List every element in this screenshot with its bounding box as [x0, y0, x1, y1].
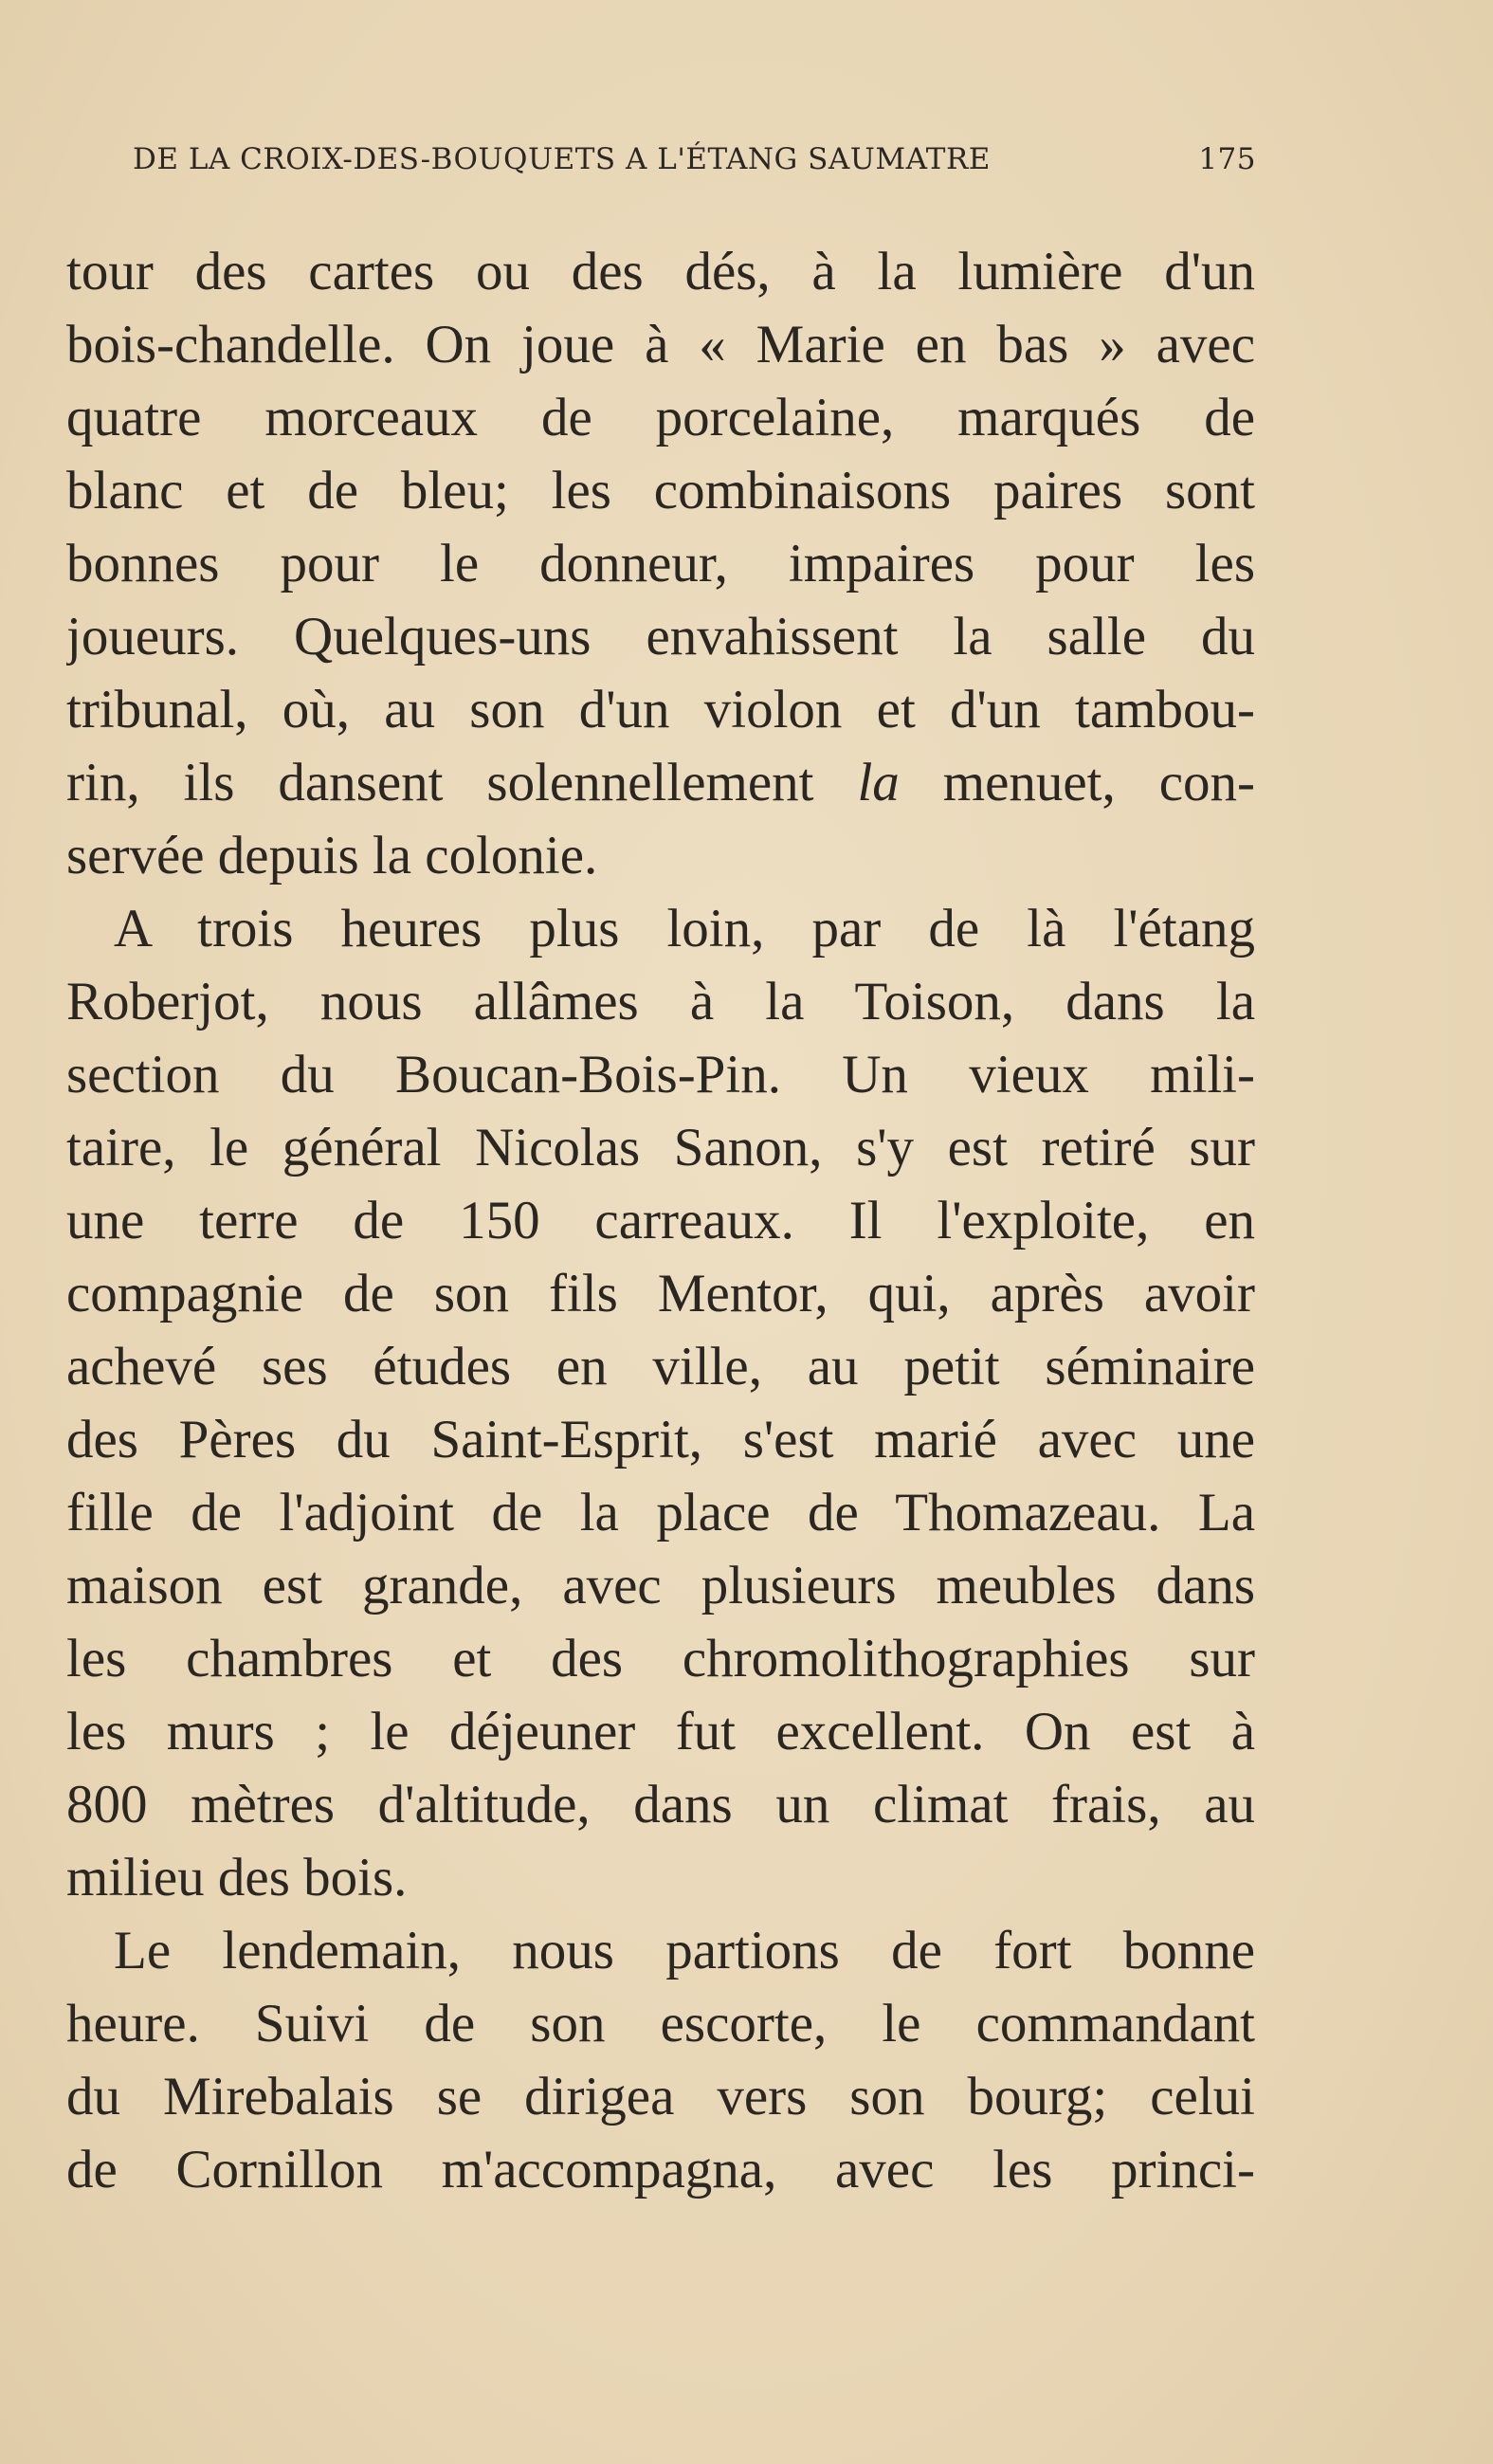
text-line: section du Boucan-Bois-Pin. Un vieux mili- — [66, 1045, 1255, 1104]
italic-word: la — [857, 753, 900, 812]
text-line: joueurs. Quelques-uns envahissent la salle du — [66, 607, 1255, 666]
text-line: quatre morceaux de porcelaine, marqués de — [66, 388, 1255, 447]
text-line: compagnie de son fils Mentor, qui, après avoir — [66, 1264, 1255, 1323]
text-line: blanc et de bleu; les combinaisons paires sont — [66, 461, 1255, 520]
text-line: A trois heures plus loin, par de là l'étang — [114, 899, 1255, 958]
text-line: des Pères du Saint-Esprit, s'est marié avec une — [66, 1410, 1255, 1469]
text-line: milieu des bois. — [66, 1848, 408, 1907]
text-line: une terre de 150 carreaux. Il l'exploite, en — [66, 1191, 1255, 1250]
text-line: tour des cartes ou des dés, à la lumière d'un — [66, 242, 1255, 301]
text-line: de Cornillon m'accompagna, avec les princi- — [66, 2140, 1255, 2199]
running-title: DE LA CROIX-DES-BOUQUETS A L'ÉTANG SAUMATRE — [133, 142, 991, 176]
text-line: Roberjot, nous allâmes à la Toison, dans la — [66, 972, 1255, 1031]
text-line: du Mirebalais se dirigea vers son bourg; celui — [66, 2067, 1255, 2126]
body-text — [66, 235, 1255, 2206]
text-line: bois-chandelle. On joue à « Marie en bas » avec — [66, 315, 1255, 374]
text-line: Le lendemain, nous partions de fort bonne — [114, 1921, 1255, 1980]
text-line: 800 mètres d'altitude, dans un climat frais, au — [66, 1775, 1255, 1834]
text-line: fille de l'adjoint de la place de Thomazeau. La — [66, 1483, 1255, 1542]
paragraph-3 — [66, 1914, 1255, 2206]
text-line: heure. Suivi de son escorte, le commandant — [66, 1994, 1255, 2053]
paragraph-2 — [66, 892, 1255, 1914]
page-number: 175 — [1198, 142, 1256, 176]
text-line: les chambres et des chromolithographies sur — [66, 1629, 1255, 1688]
text-line: maison est grande, avec plusieurs meubles dans — [66, 1556, 1255, 1615]
text-line: les murs ; le déjeuner fut excellent. On est à — [66, 1702, 1255, 1761]
text-line: tribunal, où, au son d'un violon et d'un tambou- — [66, 680, 1255, 739]
text-line: bonnes pour le donneur, impaires pour les — [66, 534, 1255, 593]
running-header — [133, 142, 1256, 176]
text-line: achevé ses études en ville, au petit séminaire — [66, 1337, 1255, 1396]
paragraph-1 — [66, 235, 1255, 892]
text-line: servée depuis la colonie. — [66, 826, 598, 885]
text-line: taire, le général Nicolas Sanon, s'y est retiré sur — [66, 1118, 1255, 1177]
text-line: rin, ils dansent solennellement la menuet, con- — [66, 753, 1255, 812]
